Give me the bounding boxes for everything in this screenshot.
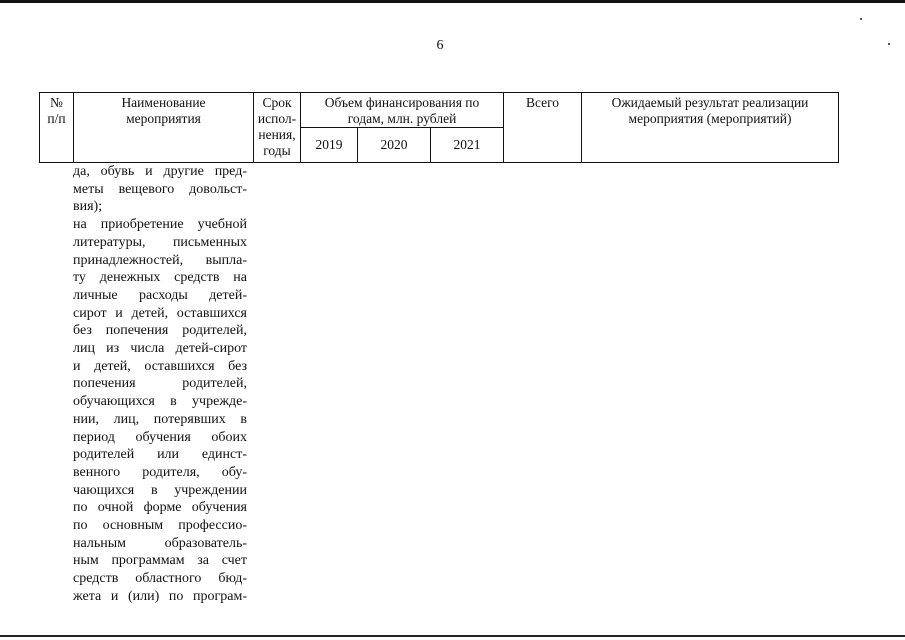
header-result-line1: Ожидаемый результат реализации [611,95,809,110]
text-line: без попечения родителей, [73,323,247,339]
text-line: попечения родителей, [73,376,247,392]
header-result-line2: мероприятия (мероприятий) [628,111,792,126]
text-line: вия); [73,199,103,215]
header-cell-result [582,93,839,163]
text-line: и детей, оставшихся без [73,358,247,374]
header-term-line3: нения, [258,127,296,142]
text-line: лиц из числа детей-сирот [73,341,247,357]
header-name-line1: Наименование [121,95,206,110]
header-term-line1: Срок [262,95,292,110]
plan-table-header [39,92,839,163]
page-number: 6 [436,38,444,53]
text-line: ту денежных средств на [73,270,247,286]
bottom-scan-edge [0,635,905,637]
text-line: принадлежностей, выпла- [73,252,247,268]
scan-speck [888,43,890,45]
header-cell-name [74,93,254,163]
header-number-line1: № [50,95,63,110]
top-scan-edge [0,0,905,3]
header-term-line4: годы [263,143,291,158]
text-line: ным программам за счет [73,553,247,569]
text-line: нии, лиц, потерявших в [73,411,247,427]
text-line: нальным образователь- [73,535,247,551]
text-line: средств областного бюд- [73,571,247,587]
text-line: чающихся в учреждении [73,482,247,498]
header-term-line2: испол- [257,111,297,126]
header-year-2021: 2021 [431,128,504,163]
header-total: Всего [525,95,560,110]
text-line: период обучения обоих [73,429,247,445]
text-line: сирот и детей, оставшихся [73,305,247,321]
header-year-2019: 2019 [301,128,358,163]
header-funding-line1: Объем финансирования по [324,95,480,110]
text-line: обучающихся в учрежде- [73,394,247,410]
scan-speck [860,18,862,20]
header-cell-term [254,93,301,163]
text-line: личные расходы детей- [73,287,247,303]
text-line: на приобретение учебной [73,217,247,233]
text-line: по очной форме обучения [73,500,247,516]
measure-description-continuation [73,163,247,606]
header-cell-funding [301,93,504,128]
header-cell-total [504,93,582,163]
text-line: меты вещевого довольст- [73,181,247,197]
text-line: венного родителя, обу- [73,464,247,480]
text-line: да, обувь и другие пред- [73,164,247,179]
text-line: по основным профессио- [73,518,247,534]
text-line: жета и (или) по програм- [73,588,247,604]
header-number-line2: п/п [47,111,66,126]
header-funding-line2: годам, млн. рублей [347,111,457,126]
text-line: родителей или единст- [73,447,247,463]
header-cell-number [40,93,74,163]
header-year-2020: 2020 [358,128,431,163]
text-line: литературы, письменных [73,234,247,250]
header-name-line2: мероприятия [126,111,201,126]
